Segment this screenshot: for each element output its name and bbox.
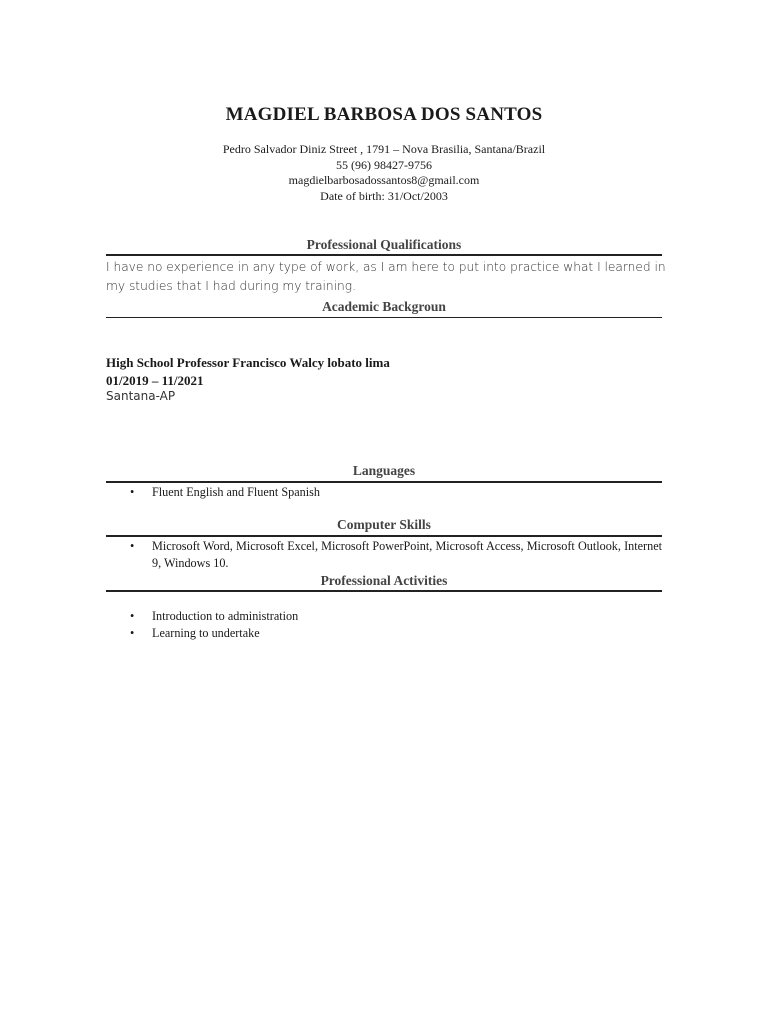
birth-date-line: Date of birth: 31/Oct/2003 [320, 188, 448, 203]
school-name: High School Professor Francisco Walcy lobato lima [106, 355, 390, 370]
list-item-text: Fluent English and Fluent Spanish [152, 485, 320, 499]
divider-academic [106, 317, 662, 318]
section-title-activities: Professional Activities [320, 573, 448, 588]
list-item-text: Microsoft Word, Microsoft Excel, Microsoft PowerPoint, Microsoft Access, Microsoft Outlook, Internet 9, Windows 10. [152, 539, 662, 570]
bullet-icon: • [130, 626, 135, 640]
bullet-icon: • [130, 609, 135, 623]
qualifications-text: I have no experience in any type of work, as I am here to put into practice what I learned in my studies that I had during my training. [106, 260, 666, 293]
divider-qualifications [106, 254, 662, 256]
email-line: magdielbarbosadossantos8@gmail.com [288, 173, 480, 187]
computer-skills-list [106, 538, 662, 572]
divider-languages [106, 481, 662, 483]
languages-list [106, 484, 662, 501]
list-item [106, 625, 662, 642]
divider-computer-skills [106, 535, 662, 537]
candidate-name: MAGDIEL BARBOSA DOS SANTOS [225, 104, 543, 125]
school-location: Santana-AP [106, 389, 176, 403]
bullet-icon: • [130, 539, 135, 553]
bullet-icon: • [130, 485, 135, 499]
section-title-qualifications: Professional Qualifications [306, 237, 462, 252]
phone-line: 55 (96) 98427-9756 [336, 157, 432, 172]
divider-activities [106, 590, 662, 592]
school-dates: 01/2019 – 11/2021 [106, 373, 204, 388]
section-title-academic: Academic Backgroun [322, 299, 446, 314]
list-item [106, 608, 662, 625]
list-item [106, 484, 662, 501]
activities-list [106, 608, 662, 642]
contact-block [0, 142, 768, 204]
list-item-text: Introduction to administration [152, 609, 299, 623]
section-title-computer-skills: Computer Skills [337, 517, 431, 532]
address-line: Pedro Salvador Diniz Street , 1791 – Nova Brasilia, Santana/Brazil [222, 142, 546, 156]
section-title-languages: Languages [352, 463, 416, 478]
list-item-text: Learning to undertake [152, 626, 260, 640]
list-item [106, 538, 662, 572]
